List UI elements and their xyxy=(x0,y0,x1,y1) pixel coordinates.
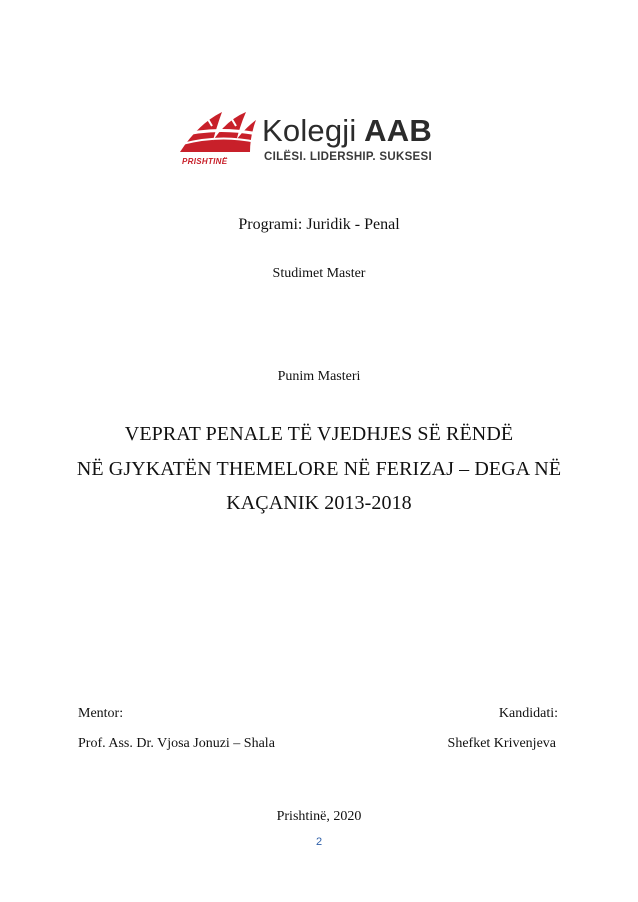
logo-tagline: CILËSI. LIDERSHIP. SUKSESI xyxy=(264,151,432,163)
aab-emblem-icon xyxy=(176,106,260,158)
logo-city: PRISHTINË xyxy=(182,157,228,166)
page-number: 2 xyxy=(315,836,323,848)
institution-logo xyxy=(176,106,466,170)
logo-name-part2: AAB xyxy=(364,113,432,148)
candidate-label: Kandidati: xyxy=(498,706,558,721)
studies-line: Studimet Master xyxy=(272,266,366,281)
thesis-type: Punim Masteri xyxy=(277,369,361,384)
logo-wordmark xyxy=(262,114,432,148)
program-line: Programi: Juridik - Penal xyxy=(238,216,400,233)
thesis-title-line-3: KAÇANIK 2013-2018 xyxy=(226,492,412,514)
candidate-name: Shefket Krivenjeva xyxy=(447,736,556,751)
thesis-title-line-2: NË GJYKATËN THEMELORE NË FERIZAJ – DEGA NË xyxy=(76,458,562,480)
place-and-year: Prishtinë, 2020 xyxy=(276,809,362,824)
thesis-title-line-1: VEPRAT PENALE TË VJEDHJES SË RËNDË xyxy=(124,423,514,445)
mentor-name: Prof. Ass. Dr. Vjosa Jonuzi – Shala xyxy=(78,736,275,751)
mentor-label: Mentor: xyxy=(78,706,124,721)
logo-name-part1: Kolegji xyxy=(262,113,357,148)
